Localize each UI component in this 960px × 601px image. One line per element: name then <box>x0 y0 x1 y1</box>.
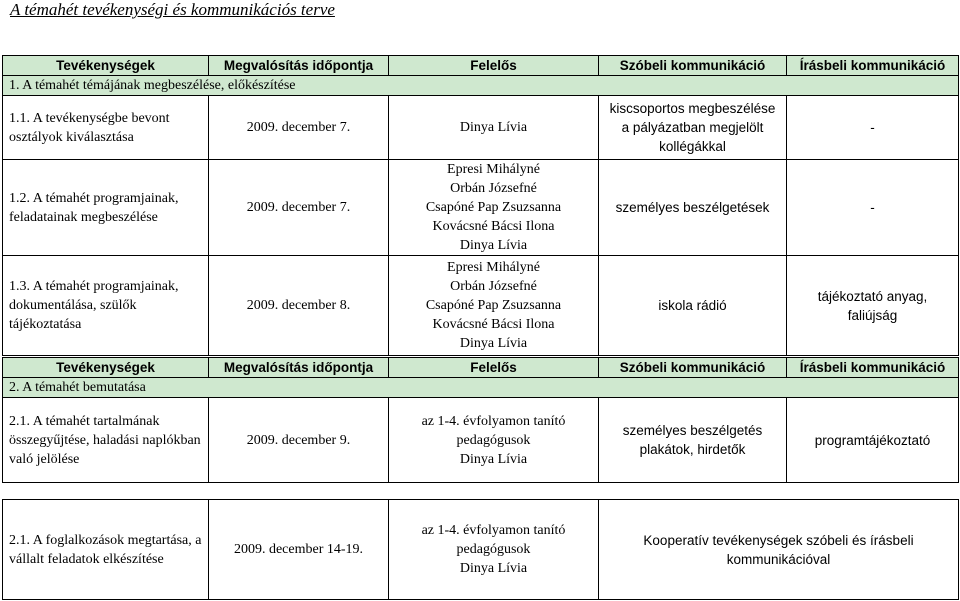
responsible-cell <box>389 500 599 600</box>
responsible-name: Csapóné Pap Zsuzsanna <box>425 200 562 215</box>
responsible-name: Kovácsné Bácsi Ilona <box>432 317 555 332</box>
responsible-cell <box>389 256 599 356</box>
table-row <box>3 256 959 356</box>
written-cell: programtájékoztató <box>787 398 959 483</box>
section-1-title: 1. A témahét témájának megbeszélése, előkészítése <box>3 76 959 96</box>
responsible-name: Dinya Lívia <box>459 561 528 576</box>
responsible-name: Csapóné Pap Zsuzsanna <box>425 298 562 313</box>
written-cell: tájékoztató anyag, faliújság <box>787 256 959 356</box>
responsible-name: az 1-4. évfolyamon tanító <box>421 413 566 429</box>
responsible-cell <box>389 398 599 483</box>
oral-cell: személyes beszélgetés plakátok, hirdetők <box>599 398 787 483</box>
plan-table-section-1 <box>2 55 959 356</box>
header-activities: Tevékenységek <box>3 56 209 76</box>
header-responsible: Felelős <box>389 56 599 76</box>
header-oral: Szóbeli kommunikáció <box>599 358 787 378</box>
activity-cell: 2.1. A témahét tartalmának összegyűjtése, haladási naplókban való jelölése <box>3 398 209 483</box>
activity-cell: 1.1. A tevékenységbe bevont osztályok kiválasztása <box>3 96 209 160</box>
section-row <box>3 76 959 96</box>
responsible-name: Dinya Lívia <box>459 120 528 135</box>
responsible-name: Orbán Józsefné <box>450 279 537 294</box>
responsible-name: Dinya Lívia <box>459 451 528 467</box>
table-row <box>3 160 959 256</box>
header-date: Megvalósítás időpontja <box>209 358 389 378</box>
communication-cell: Kooperatív tevékenységek szóbeli és írásbeli kommunikációval <box>599 500 959 600</box>
responsible-name: Dinya Lívia <box>459 336 528 351</box>
table-row <box>3 500 959 600</box>
responsible-name: Epresi Mihályné <box>447 162 540 177</box>
header-activities: Tevékenységek <box>3 358 209 378</box>
header-written: Írásbeli kommunikáció <box>787 56 959 76</box>
activity-cell: 1.3. A témahét programjainak, dokumentálása, szülők tájékoztatása <box>3 256 209 356</box>
responsible-name: pedagógusok <box>456 432 531 448</box>
responsible-cell <box>389 96 599 160</box>
header-row <box>3 56 959 76</box>
date-cell: 2009. december 14-19. <box>209 500 389 600</box>
date-cell: 2009. december 7. <box>209 160 389 256</box>
header-responsible: Felelős <box>389 358 599 378</box>
date-cell: 2009. december 7. <box>209 96 389 160</box>
responsible-name: pedagógusok <box>456 542 531 557</box>
spacer-row <box>3 483 959 500</box>
table-row <box>3 96 959 160</box>
section-2-title: 2. A témahét bemutatása <box>3 378 959 398</box>
responsible-cell <box>389 160 599 256</box>
document-title: A témahét tevékenységi és kommunikációs terve <box>10 0 335 19</box>
header-oral: Szóbeli kommunikáció <box>599 56 787 76</box>
responsible-name: Epresi Mihályné <box>447 260 540 275</box>
table-row <box>3 398 959 483</box>
responsible-name: Orbán Józsefné <box>450 181 537 196</box>
section-row <box>3 378 959 398</box>
date-cell: 2009. december 8. <box>209 256 389 356</box>
activity-cell: 1.2. A témahét programjainak, feladatainak megbeszélése <box>3 160 209 256</box>
written-cell: - <box>787 96 959 160</box>
responsible-name: Kovácsné Bácsi Ilona <box>432 219 555 234</box>
written-cell: - <box>787 160 959 256</box>
oral-cell: iskola rádió <box>599 256 787 356</box>
date-cell: 2009. december 9. <box>209 398 389 483</box>
plan-table-section-2 <box>2 357 959 600</box>
oral-cell: személyes beszélgetések <box>599 160 787 256</box>
activity-cell: 2.1. A foglalkozások megtartása, a vállalt feladatok elkészítése <box>3 500 209 600</box>
responsible-name: az 1-4. évfolyamon tanító <box>421 523 566 538</box>
header-written: Írásbeli kommunikáció <box>787 358 959 378</box>
header-date: Megvalósítás időpontja <box>209 56 389 76</box>
responsible-name: Dinya Lívia <box>459 238 528 253</box>
header-row <box>3 358 959 378</box>
oral-cell: kiscsoportos megbeszélése a pályázatban megjelölt kollégákkal <box>599 96 787 160</box>
